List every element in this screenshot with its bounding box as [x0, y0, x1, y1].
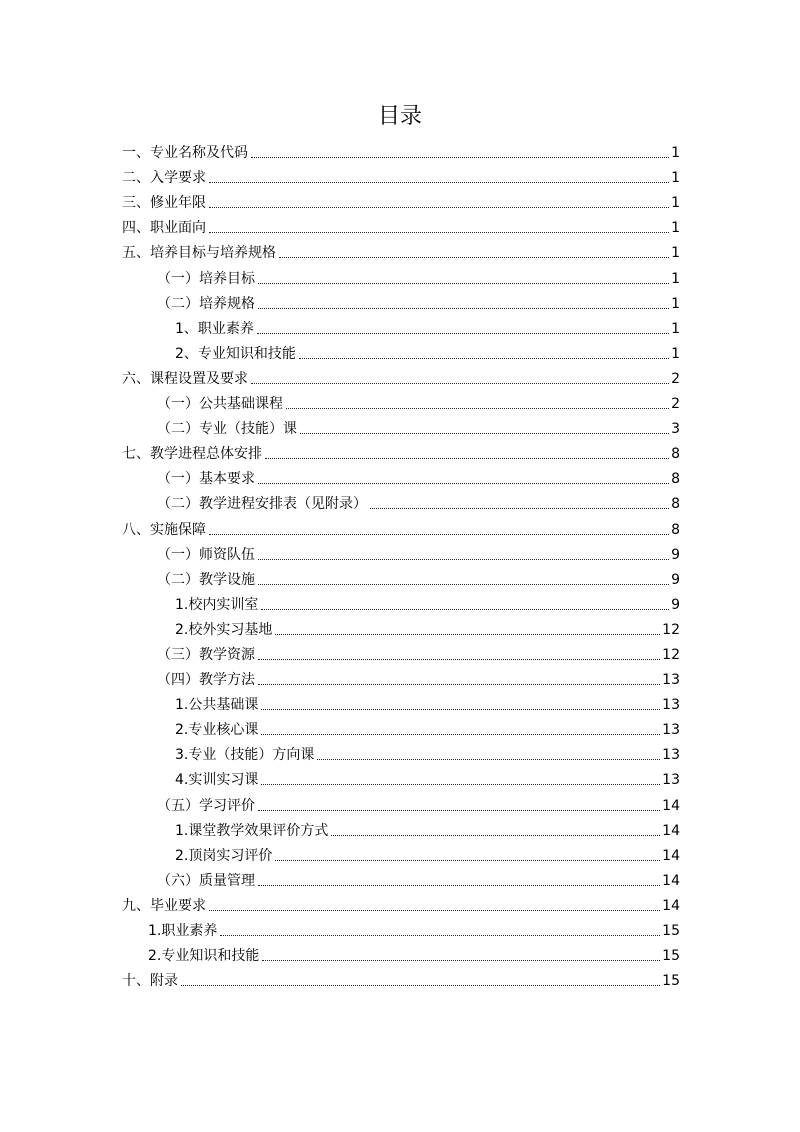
dot-leader: [258, 810, 660, 811]
dot-leader: [279, 257, 669, 258]
toc-entry[interactable]: [0, 313, 680, 338]
toc-entry-label: （二）培养规格: [157, 295, 255, 312]
toc-entry[interactable]: [0, 338, 680, 363]
toc-entry-page-number: 1: [671, 270, 680, 287]
dot-leader: [300, 433, 669, 434]
toc-entry-page-number: 9: [671, 546, 680, 563]
toc-entry-page-number: 1: [671, 195, 680, 212]
dot-leader: [258, 283, 669, 284]
toc-entry-page-number: 1: [671, 220, 680, 237]
toc-entry[interactable]: [0, 162, 680, 187]
toc-entry-label: 2.专业核心课: [175, 722, 259, 739]
toc-entry-label: （六）质量管理: [157, 872, 255, 889]
toc-entry-label: （二）教学设施: [157, 571, 255, 588]
toc-entry-label: （三）教学资源: [157, 646, 255, 663]
toc-entry-label: 二、入学要求: [122, 170, 206, 187]
dot-leader: [331, 835, 660, 836]
toc-title: 目录: [377, 104, 422, 129]
toc-entry-label: 九、毕业要求: [122, 897, 206, 914]
toc-entry-label: （四）教学方法: [157, 672, 255, 689]
toc-entry[interactable]: [0, 940, 680, 965]
toc-entry[interactable]: [0, 388, 680, 413]
toc-entry[interactable]: [0, 915, 680, 940]
dot-leader: [258, 584, 669, 585]
toc-entry-label: （一）师资队伍: [157, 546, 255, 563]
toc-entry[interactable]: [0, 363, 680, 388]
dot-leader: [181, 985, 660, 986]
toc-entry-label: 1.职业素养: [148, 923, 218, 939]
toc-entry-label: 1.课堂教学效果评价方式: [175, 822, 329, 839]
toc-entry-page-number: 2: [671, 396, 680, 413]
dot-leader: [251, 157, 669, 158]
dot-leader: [258, 684, 660, 685]
dot-leader: [209, 232, 669, 233]
toc-entry-page-number: 15: [662, 948, 680, 965]
toc-entry[interactable]: [0, 262, 680, 287]
toc-entry-label: 1、职业素养: [175, 320, 254, 337]
dot-leader: [261, 709, 660, 710]
toc-entry[interactable]: [0, 463, 680, 488]
toc-entry-page-number: 1: [671, 320, 680, 337]
toc-entry-page-number: 12: [662, 621, 680, 638]
toc-entry-label: （一）公共基础课程: [157, 396, 283, 413]
toc-entry-page-number: 15: [662, 923, 680, 939]
toc-entry[interactable]: [0, 689, 680, 714]
toc-entry-page-number: 13: [662, 747, 680, 764]
toc-entry-label: 2、专业知识和技能: [175, 345, 296, 362]
toc-entry-page-number: 8: [671, 471, 680, 488]
toc-entry-page-number: 14: [662, 872, 680, 889]
toc-entry-page-number: 12: [662, 646, 680, 663]
dot-leader: [220, 935, 660, 936]
dot-leader: [261, 609, 669, 610]
toc-entry-page-number: 1: [671, 145, 680, 162]
toc-entry[interactable]: [0, 564, 680, 589]
toc-entry-label: 八、实施保障: [122, 521, 206, 538]
toc-entry-label: （二）专业（技能）课: [157, 421, 297, 438]
toc-entry[interactable]: [0, 488, 680, 513]
toc-entry[interactable]: [0, 764, 680, 789]
toc-entry-label: 2.专业知识和技能: [148, 948, 260, 965]
toc-entry-label: 五、培养目标与培养规格: [122, 245, 276, 262]
toc-entry-page-number: 9: [671, 571, 680, 588]
toc-entry-label: 一、专业名称及代码: [122, 145, 248, 162]
toc-entry[interactable]: [0, 639, 680, 664]
toc-entry[interactable]: [0, 664, 680, 689]
toc-entry-page-number: 1: [671, 345, 680, 362]
dot-leader: [265, 458, 669, 459]
toc-entry-label: （一）培养目标: [157, 270, 255, 287]
toc-entry[interactable]: [0, 865, 680, 890]
toc-entry-label: 1.公共基础课: [175, 697, 259, 714]
dot-leader: [209, 207, 669, 208]
toc-entry-label: （二）教学进程安排表（见附录）: [157, 496, 367, 513]
toc-entry-page-number: 14: [662, 797, 680, 814]
dot-leader: [261, 734, 660, 735]
dot-leader: [275, 634, 660, 635]
toc-entry-label: 六、课程设置及要求: [122, 370, 248, 387]
toc-entry-page-number: 15: [662, 973, 680, 990]
dot-leader: [257, 333, 669, 334]
toc-entry-label: 3.专业（技能）方向课: [175, 747, 315, 764]
toc-entry[interactable]: [0, 815, 680, 840]
toc-entry-page-number: 8: [671, 446, 680, 463]
toc-entry-page-number: 13: [662, 772, 680, 789]
toc-entry[interactable]: [0, 288, 680, 313]
toc-entry[interactable]: [0, 589, 680, 614]
dot-leader: [317, 759, 660, 760]
toc-entry-page-number: 8: [671, 521, 680, 538]
dot-leader: [258, 483, 669, 484]
toc-entry[interactable]: [0, 965, 680, 990]
toc-entry-label: （五）学习评价: [157, 797, 255, 814]
dot-leader: [209, 534, 669, 535]
dot-leader: [299, 358, 669, 359]
toc-entry[interactable]: [0, 438, 680, 463]
toc-entry[interactable]: [0, 413, 680, 438]
toc-entry-page-number: 9: [671, 596, 680, 613]
dot-leader: [370, 508, 669, 509]
toc-entry-page-number: 1: [671, 170, 680, 187]
toc-entry-page-number: 3: [671, 421, 680, 438]
toc-entry[interactable]: [0, 187, 680, 212]
dot-leader: [286, 408, 669, 409]
dot-leader: [251, 383, 669, 384]
toc-entry-label: 2.校外实习基地: [175, 621, 273, 638]
toc-entry-page-number: 13: [662, 722, 680, 739]
toc-entry-page-number: 2: [671, 370, 680, 387]
toc-entry-label: （一）基本要求: [157, 471, 255, 488]
toc-entry[interactable]: [0, 714, 680, 739]
toc-entry-page-number: 1: [671, 245, 680, 262]
dot-leader: [258, 308, 669, 309]
toc-entry-label: 三、修业年限: [122, 195, 206, 212]
toc-entry[interactable]: [0, 539, 680, 564]
toc-entry[interactable]: [0, 212, 680, 237]
toc-entry-label: 1.校内实训室: [175, 596, 259, 613]
dot-leader: [258, 559, 669, 560]
toc-entry-page-number: 14: [662, 847, 680, 864]
toc-entry[interactable]: [0, 237, 680, 262]
toc-entry[interactable]: [0, 614, 680, 639]
toc-entry-page-number: 13: [662, 672, 680, 689]
toc-entry[interactable]: [0, 513, 680, 538]
toc-entry-label: 七、教学进程总体安排: [122, 446, 262, 463]
table-of-contents: [0, 137, 800, 990]
dot-leader: [258, 659, 660, 660]
dot-leader: [262, 960, 660, 961]
dot-leader: [209, 182, 669, 183]
toc-entry-label: 四、职业面向: [122, 220, 206, 237]
toc-entry-page-number: 1: [671, 295, 680, 312]
toc-entry[interactable]: [0, 789, 680, 814]
toc-entry-page-number: 13: [662, 697, 680, 714]
dot-leader: [275, 860, 660, 861]
toc-entry-page-number: 8: [671, 496, 680, 513]
toc-entry[interactable]: [0, 137, 680, 162]
toc-entry-label: 2.顶岗实习评价: [175, 847, 273, 864]
toc-entry[interactable]: [0, 890, 680, 915]
dot-leader: [261, 784, 660, 785]
dot-leader: [258, 885, 660, 886]
toc-entry-page-number: 14: [662, 822, 680, 839]
toc-entry[interactable]: [0, 840, 680, 865]
toc-entry-page-number: 14: [662, 897, 680, 914]
toc-entry-label: 4.实训实习课: [175, 772, 259, 789]
dot-leader: [209, 910, 660, 911]
toc-entry[interactable]: [0, 739, 680, 764]
toc-entry-label: 十、附录: [122, 973, 178, 990]
